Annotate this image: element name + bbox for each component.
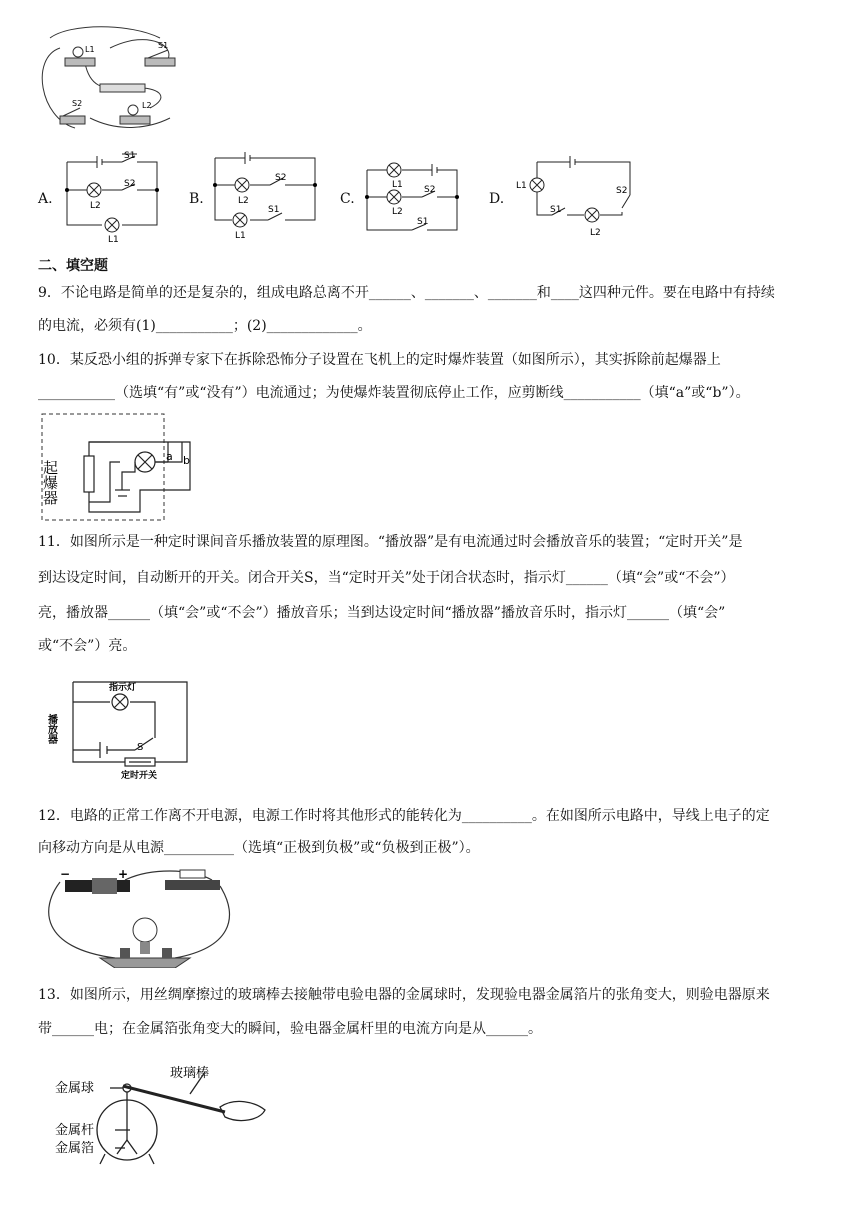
- label-a-s2: S2: [124, 179, 136, 189]
- q11-line4: 或“不会”）亮。: [38, 638, 137, 654]
- q11-line1: 11．如图所示是一种定时课间音乐播放装置的原理图。“播放器”是有电流通过时会播放音乐的装置；“定时开关”是: [38, 534, 743, 550]
- label-d-s1: S1: [550, 205, 562, 215]
- metal-stem-label: 金属杆: [55, 1123, 95, 1138]
- option-a-label[interactable]: A.: [38, 191, 53, 207]
- q12-line2: 向移动方向是从电源__________（选填“正极到负极”或“负极到正极”）。: [38, 840, 480, 856]
- label-a-l2: L2: [90, 201, 101, 211]
- label-b-l2: L2: [238, 196, 249, 206]
- section-title: 二、填空题: [38, 258, 108, 274]
- label-top-s1: S1: [158, 41, 169, 50]
- switch-s-label: S: [137, 742, 144, 753]
- q10-line2: ___________（选填“有”或“没有”）电流通过；为使爆炸装置彻底停止工作，应剪断线___________（填“a”或“b”）。: [38, 385, 750, 401]
- label-a-s1: S1: [124, 151, 136, 161]
- option-b-label[interactable]: B.: [189, 191, 204, 207]
- battery-bulb-figure: [40, 868, 240, 968]
- q11-line2: 到达设定时间，自动断开的开关。闭合开关S，当“定时开关”处于闭合状态时，指示灯______（填“会”或“不会”）: [38, 570, 735, 586]
- label-top-l1: L1: [85, 45, 95, 54]
- electroscope-figure: [55, 1062, 285, 1167]
- physical-circuit-figure: [30, 18, 190, 138]
- battery-plus: +: [118, 868, 129, 881]
- battery-minus: −: [60, 868, 71, 881]
- q13-line2: 带______电；在金属箔张角变大的瞬间，验电器金属杆里的电流方向是从______。: [38, 1021, 542, 1037]
- label-d-l1: L1: [516, 181, 527, 191]
- label-top-l2: L2: [142, 101, 152, 110]
- option-d-label[interactable]: D.: [489, 191, 505, 207]
- q11-line3: 亮，播放器______（填“会”或“不会”）播放音乐；当到达设定时间“播放器”播放音乐时，指示灯______（填“会”: [38, 605, 726, 621]
- option-c-label[interactable]: C.: [340, 191, 355, 207]
- glass-rod-label: 玻璃棒: [170, 1066, 210, 1081]
- label-d-s2: S2: [616, 186, 628, 196]
- q9-line1: 9．不论电路是简单的还是复杂的，组成电路总离不开______、_______、_______和____这四种元件。要在电路中有持续: [38, 285, 775, 301]
- circuit-option-b: [210, 150, 320, 245]
- label-c-l1: L1: [392, 180, 403, 190]
- label-c-s2: S2: [424, 185, 436, 195]
- label-b-s1: S1: [268, 205, 280, 215]
- label-b-s2: S2: [275, 173, 287, 183]
- label-d-l2: L2: [590, 228, 601, 238]
- wire-a-label: a: [166, 450, 173, 463]
- label-b-l1: L1: [235, 231, 246, 241]
- music-player-figure: [45, 672, 195, 782]
- metal-foil-label: 金属箔: [55, 1141, 95, 1156]
- label-top-s2: S2: [72, 99, 83, 108]
- label-c-s1: S1: [417, 217, 429, 227]
- circuit-option-d: [512, 150, 637, 245]
- metal-ball-label: 金属球: [55, 1081, 95, 1096]
- player-label: 播放器: [45, 714, 57, 744]
- label-a-l1: L1: [108, 235, 119, 245]
- q12-line1: 12．电路的正常工作离不开电源，电源工作时将其他形式的能转化为__________。在如图所示电路中，导线上电子的定: [38, 808, 770, 824]
- q9-line2: 的电流，必须有(1)___________；(2)_____________。: [38, 318, 372, 334]
- wire-b-label: b: [183, 454, 190, 467]
- circuit-option-c: [362, 150, 467, 240]
- timer-switch-label: 定时开关: [121, 771, 158, 781]
- detonator-label: 起爆器: [41, 460, 59, 505]
- circuit-option-a: [62, 150, 162, 245]
- q10-line1: 10．某反恐小组的拆弹专家下在拆除恐怖分子设置在飞机上的定时爆炸装置（如图所示），其实拆除前起爆器上: [38, 352, 721, 368]
- detonator-figure: [40, 412, 200, 524]
- label-c-l2: L2: [392, 207, 403, 217]
- indicator-lamp-label: 指示灯: [109, 683, 137, 693]
- q13-line1: 13．如图所示，用丝绸摩擦过的玻璃棒去接触带电验电器的金属球时，发现验电器金属箔片的张角变大，则验电器原来: [38, 987, 770, 1003]
